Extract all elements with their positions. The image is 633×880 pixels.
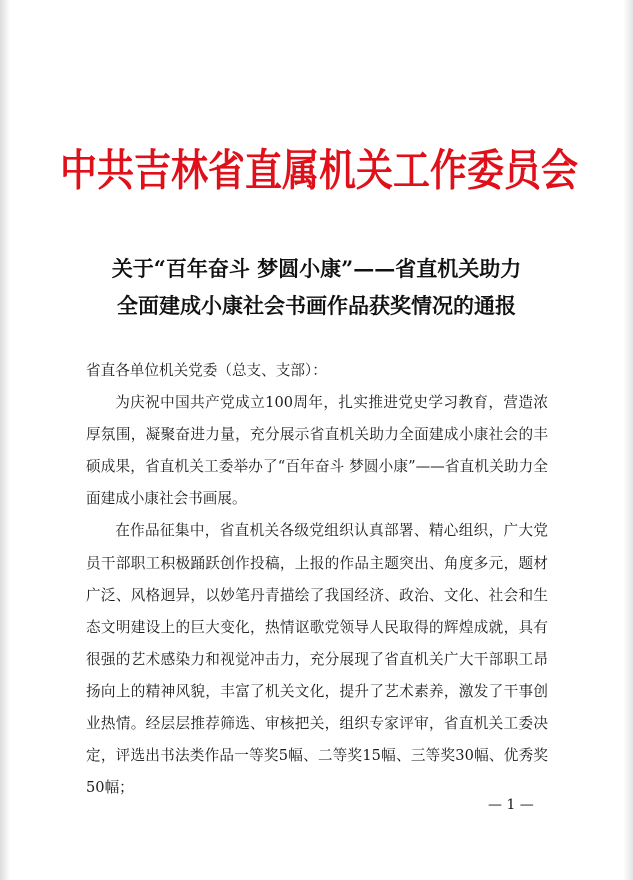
organization-header: 中共吉林省直属机关工作委员会	[60, 144, 578, 197]
document-body	[86, 355, 548, 804]
body-paragraph-2: 在作品征集中，省直机关各级党组织认真部署、精心组织，广大党员干部职工积极踊跃创作投稿，上报的作品主题突出、角度多元，题材广泛、风格迥异，以妙笔丹青描绘了我国经济、政治、文化、社会和生态文明建设上的巨大变化，热情讴歌党领导人民取得的辉煌成就，具有很强的艺术感染力和视觉冲击力，充分展现了省直机关广大干部职工昂扬向上的精神风貌，丰富了机关文化，提升了艺术素养，激发了干事创业热情。经层层推荐筛选、审核把关，组织专家评审，省直机关工委决定，评选出书法类作品一等奖5幅、二等奖15幅、三等奖30幅、优秀奖50幅；	[86, 522, 548, 797]
body-paragraph-1: 为庆祝中国共产党成立100周年，扎实推进党史学习教育，营造浓厚氛围，凝聚奋进力量，充分展示省直机关助力全面建成小康社会的丰硕成果，省直机关工委举办了“百年奋斗 梦圆小康”——省直机关助力全面建成小康社会书画展。	[86, 394, 548, 508]
page-shadow-left	[0, 0, 10, 880]
page-shadow-right	[623, 0, 633, 880]
salutation: 省直各单位机关党委（总支、支部）：	[86, 362, 327, 379]
document-title-line-1: 关于“百年奋斗 梦圆小康”——省直机关助力	[111, 256, 522, 281]
document-title-line-2: 全面建成小康社会书画作品获奖情况的通报	[117, 293, 516, 318]
document-title	[40, 250, 593, 324]
page-number: — 1 —	[488, 797, 534, 813]
